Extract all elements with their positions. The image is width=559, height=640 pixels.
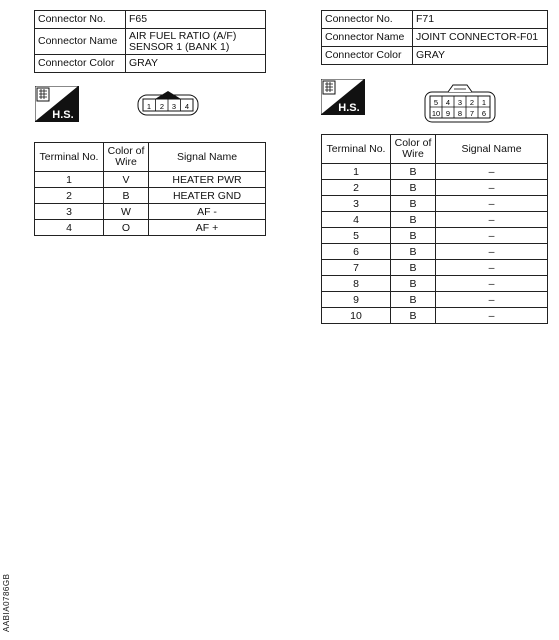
- harness-side-badge: [321, 79, 365, 115]
- harness-side-icon: [35, 86, 79, 122]
- cell-color: B: [391, 164, 436, 180]
- harness-side-icon: [321, 79, 365, 115]
- table-row: [322, 196, 548, 212]
- cell-color: B: [391, 276, 436, 292]
- col-header-terminal: Terminal No.: [35, 143, 104, 172]
- cell-signal: –: [436, 260, 548, 276]
- cell-color: B: [391, 260, 436, 276]
- pin-label: 6: [481, 109, 487, 118]
- info-key: Connector No.: [322, 11, 413, 29]
- info-value: F65: [126, 11, 266, 29]
- info-value: GRAY: [413, 47, 548, 65]
- info-value: AIR FUEL RATIO (A/F) SENSOR 1 (BANK 1): [126, 29, 266, 55]
- cell-signal: AF +: [149, 220, 266, 236]
- info-row: [322, 29, 548, 47]
- pin-label: 2: [159, 102, 165, 111]
- pin-label: 3: [457, 98, 463, 107]
- pin-label: 3: [171, 102, 177, 111]
- info-value: JOINT CONNECTOR-F01: [413, 29, 548, 47]
- pin-label: 8: [457, 109, 463, 118]
- cell-terminal: 3: [35, 204, 104, 220]
- cell-terminal: 4: [322, 212, 391, 228]
- connector-face-f65: [137, 90, 199, 119]
- cell-terminal: 4: [35, 220, 104, 236]
- pin-label: 4: [184, 102, 190, 111]
- cell-color: B: [391, 228, 436, 244]
- cell-signal: AF -: [149, 204, 266, 220]
- connector-face-f71: [424, 80, 496, 126]
- cell-terminal: 1: [35, 172, 104, 188]
- header-row: [35, 143, 266, 172]
- left-connector-info-table: [34, 10, 266, 73]
- hs-label: H.S.: [338, 102, 360, 114]
- pin-label: 4: [445, 98, 451, 107]
- table-row: [322, 180, 548, 196]
- table-row: [322, 308, 548, 324]
- cell-terminal: 7: [322, 260, 391, 276]
- header-row: [322, 135, 548, 164]
- pin-label: 7: [469, 109, 475, 118]
- cell-color: V: [104, 172, 149, 188]
- col-header-color: Color of Wire: [104, 143, 149, 172]
- cell-signal: –: [436, 308, 548, 324]
- cell-signal: –: [436, 228, 548, 244]
- cell-terminal: 2: [35, 188, 104, 204]
- cell-color: B: [104, 188, 149, 204]
- cell-terminal: 1: [322, 164, 391, 180]
- cell-color: B: [391, 196, 436, 212]
- pin-label: 2: [469, 98, 475, 107]
- col-header-signal: Signal Name: [149, 143, 266, 172]
- hs-label: H.S.: [52, 109, 74, 121]
- cell-color: B: [391, 244, 436, 260]
- table-row: [322, 212, 548, 228]
- side-code: AABIA0786GB: [2, 573, 11, 632]
- cell-color: B: [391, 308, 436, 324]
- info-key: Connector No.: [35, 11, 126, 29]
- right-connector-info-table: [321, 10, 548, 65]
- cell-signal: –: [436, 292, 548, 308]
- table-row: [35, 172, 266, 188]
- cell-color: W: [104, 204, 149, 220]
- cell-terminal: 9: [322, 292, 391, 308]
- info-key: Connector Color: [35, 55, 126, 73]
- cell-signal: HEATER GND: [149, 188, 266, 204]
- col-header-color: Color of Wire: [391, 135, 436, 164]
- cell-color: O: [104, 220, 149, 236]
- cell-signal: –: [436, 164, 548, 180]
- table-row: [35, 204, 266, 220]
- table-row: [322, 260, 548, 276]
- info-key: Connector Name: [322, 29, 413, 47]
- pin-label: 1: [481, 98, 487, 107]
- info-value: GRAY: [126, 55, 266, 73]
- table-row: [322, 228, 548, 244]
- cell-signal: –: [436, 244, 548, 260]
- cell-terminal: 6: [322, 244, 391, 260]
- cell-terminal: 3: [322, 196, 391, 212]
- table-row: [322, 292, 548, 308]
- pin-label: 1: [146, 102, 152, 111]
- cell-signal: HEATER PWR: [149, 172, 266, 188]
- cell-signal: –: [436, 180, 548, 196]
- cell-terminal: 8: [322, 276, 391, 292]
- info-value: F71: [413, 11, 548, 29]
- col-header-terminal: Terminal No.: [322, 135, 391, 164]
- info-row: [322, 47, 548, 65]
- cell-terminal: 10: [322, 308, 391, 324]
- col-header-signal: Signal Name: [436, 135, 548, 164]
- pin-label: 10: [431, 109, 441, 118]
- cell-color: B: [391, 212, 436, 228]
- info-row: [35, 55, 266, 73]
- table-row: [322, 244, 548, 260]
- info-row: [35, 29, 266, 55]
- cell-color: B: [391, 292, 436, 308]
- pin-label: 5: [433, 98, 439, 107]
- info-key: Connector Name: [35, 29, 126, 55]
- info-key: Connector Color: [322, 47, 413, 65]
- info-row: [35, 11, 266, 29]
- cell-signal: –: [436, 276, 548, 292]
- cell-terminal: 2: [322, 180, 391, 196]
- table-row: [322, 276, 548, 292]
- table-row: [35, 188, 266, 204]
- table-row: [35, 220, 266, 236]
- cell-signal: –: [436, 196, 548, 212]
- table-row: [322, 164, 548, 180]
- right-terminal-table: [321, 134, 548, 324]
- pin-label: 9: [445, 109, 451, 118]
- cell-signal: –: [436, 212, 548, 228]
- harness-side-badge: [35, 86, 79, 122]
- left-terminal-table: [34, 142, 266, 236]
- cell-color: B: [391, 180, 436, 196]
- info-row: [322, 11, 548, 29]
- cell-terminal: 5: [322, 228, 391, 244]
